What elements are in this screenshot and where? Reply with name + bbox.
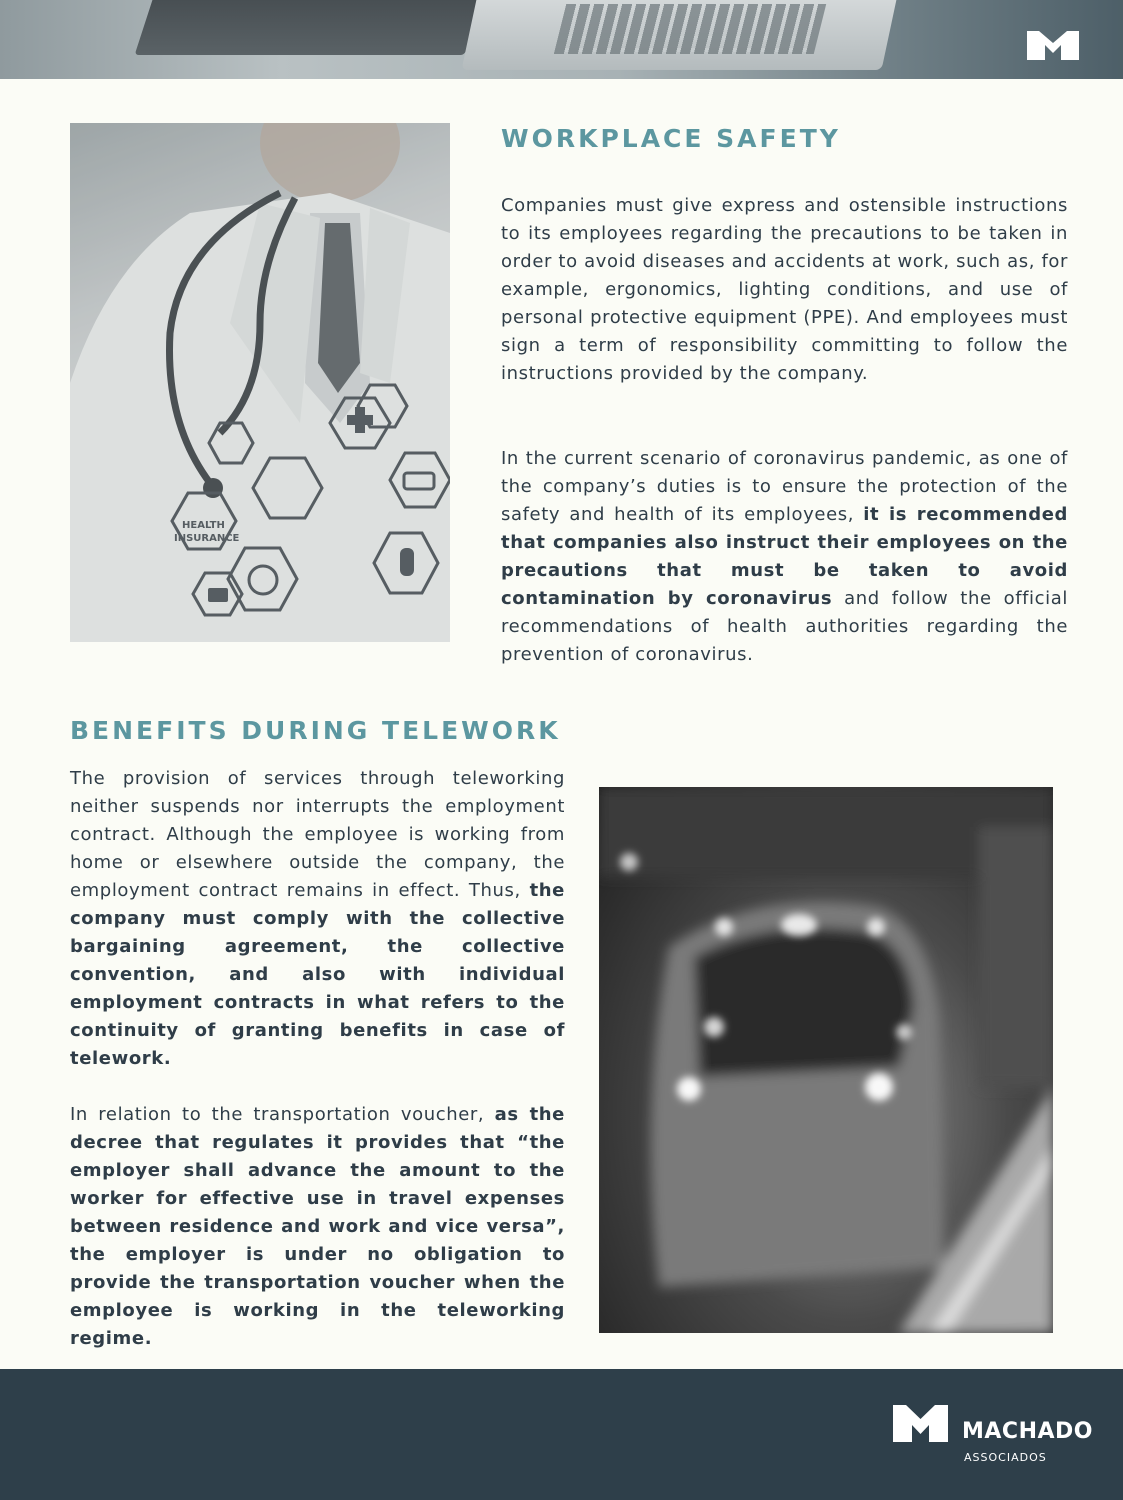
- laptop-screen-graphic: [135, 0, 496, 55]
- text-span: In relation to the transportation voucher,: [70, 1104, 495, 1125]
- machado-logo-icon: [893, 1405, 948, 1442]
- benefits-paragraph-1: [70, 765, 565, 1073]
- insurance-label: INSURANCE: [174, 533, 240, 544]
- bold-text-span: it is recommended that companies also instruct their employees on the precautions that must be taken to avoid contamination by coronavirus: [501, 504, 1068, 609]
- health-label: HEALTH: [182, 520, 225, 531]
- doctor-health-icons-image: [70, 123, 450, 642]
- text-span: The provision of services through teleworking neither suspends nor interrupts the employment contract. Although the employee is working from home or elsewhere outside the company, the employment contract remains in effect. Thus,: [70, 768, 565, 901]
- laptop-keys-graphic: [554, 4, 826, 54]
- text-span: In the current scenario of coronavirus pandemic, as one of the company’s duties is to ensure the protection of the safety and health of its employees,: [501, 448, 1068, 525]
- workplace-safety-heading: WORKPLACE SAFETY: [501, 124, 841, 153]
- doctor-illustration: [70, 123, 450, 642]
- brand-name: MACHADO: [962, 1419, 1093, 1444]
- bold-text-span: the company must comply with the collective bargaining agreement, the collective convention, and also with individual employment contracts in what refers to the continuity of granting benefits in case of telework.: [70, 880, 565, 1069]
- footer-bar: [0, 1369, 1123, 1500]
- workplace-safety-paragraph-2: [501, 445, 1068, 669]
- brand-subtitle: ASSOCIADOS: [964, 1451, 1047, 1464]
- train-illustration: [599, 787, 1053, 1333]
- subway-train-image: [599, 787, 1053, 1333]
- text-span: and follow the official recommendations of health authorities regarding the prevention of coronavirus.: [501, 588, 1068, 665]
- bold-text-span: as the decree that regulates it provides that “the employer shall advance the amount to the worker for effective use in travel expenses between residence and work and vice versa”, the employer is under no obligation to provide the transportation voucher when the employee is working in the teleworking regime.: [70, 1104, 565, 1349]
- benefits-heading: BENEFITS DURING TELEWORK: [70, 716, 561, 745]
- machado-logo-icon: [1027, 27, 1079, 60]
- header-banner: [0, 0, 1123, 79]
- benefits-paragraph-2: [70, 1101, 565, 1353]
- workplace-safety-paragraph-1: Companies must give express and ostensible instructions to its employees regarding the precautions to be taken in order to avoid diseases and accidents at work, such as, for example, ergonomics, lighting conditions, and use of personal protective equipment (PPE). And employees must sign a term of responsibility committing to follow the instructions provided by the company.: [501, 195, 1068, 384]
